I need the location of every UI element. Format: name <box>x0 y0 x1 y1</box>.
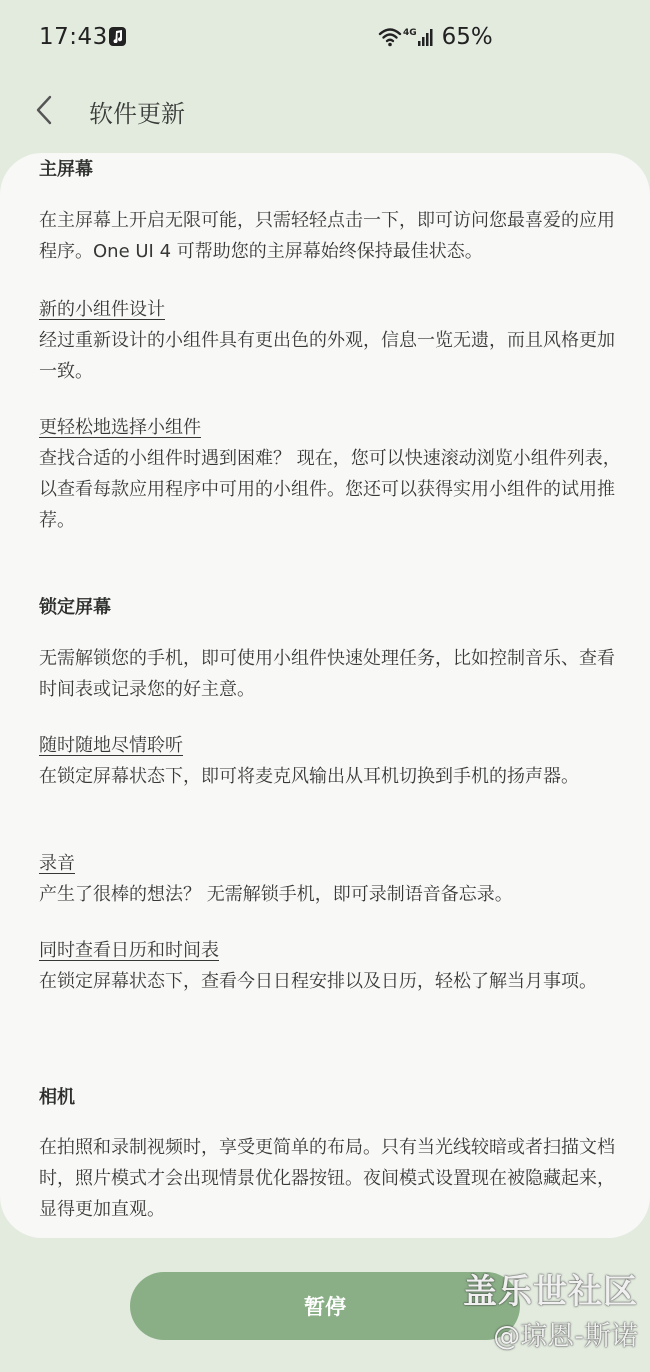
feature-title: 录音 <box>39 853 75 874</box>
section-title-lock: 锁定屏幕 <box>39 597 111 618</box>
feature-desc: 查找合适的小组件时遇到困难？ 现在，您可以快速滚动浏览小组件列表，以查看每款应用程序中可用的小组件。您还可以获得实用小组件的试用推荐。 <box>39 448 621 531</box>
status-bar <box>0 0 650 80</box>
back-arrow-icon <box>34 94 54 126</box>
feature-desc: 在锁定屏幕状态下，即可将麦克风输出从耳机切换到手机的扬声器。 <box>39 766 579 787</box>
battery-percentage: 65% <box>441 24 493 50</box>
status-time: 17:43 <box>39 24 108 50</box>
feature-title: 更轻松地选择小组件 <box>39 417 201 438</box>
feature-desc: 经过重新设计的小组件具有更出色的外观，信息一览无遗，而且风格更加一致。 <box>39 330 615 382</box>
music-note-icon <box>109 27 126 46</box>
lock-intro: 无需解锁您的手机，即可使用小组件快速处理任务，比如控制音乐、查看时间表或记录您的好主意。 <box>39 648 615 700</box>
section-title-home: 主屏幕 <box>39 159 93 180</box>
back-button[interactable] <box>26 90 66 130</box>
home-intro: 在主屏幕上开启无限可能，只需轻轻点击一下，即可访问您最喜爱的应用程序。One UI 4 可帮助您的主屏幕始终保持最佳状态。 <box>39 210 615 262</box>
status-indicators <box>378 24 493 50</box>
network-type: 4G <box>403 28 417 38</box>
watermark-community: 盖乐世社区 <box>463 1272 638 1312</box>
feature-desc: 在锁定屏幕状态下，查看今日日程安排以及日历，轻松了解当月事项。 <box>39 971 597 992</box>
signal-icon <box>418 27 434 47</box>
release-notes-card[interactable] <box>0 153 650 1238</box>
camera-intro: 在拍照和录制视频时，享受更简单的布局。只有当光线较暗或者扫描文档时，照片模式才会出现情景优化器按钮。夜间模式设置现在被隐藏起来，显得更加直观。 <box>39 1137 615 1220</box>
watermark-user: @琼恩-斯诺 <box>493 1321 638 1352</box>
pause-button[interactable]: 暂停 <box>130 1272 520 1340</box>
feature-title: 同时查看日历和时间表 <box>39 940 219 961</box>
section-title-camera: 相机 <box>39 1087 75 1108</box>
feature-desc: 产生了很棒的想法？ 无需解锁手机，即可录制语音备忘录。 <box>39 884 513 905</box>
feature-title: 新的小组件设计 <box>39 299 165 320</box>
feature-title: 随时随地尽情聆听 <box>39 735 183 756</box>
app-header <box>0 80 650 152</box>
wifi-icon <box>378 26 402 48</box>
page-title: 软件更新 <box>89 100 185 128</box>
